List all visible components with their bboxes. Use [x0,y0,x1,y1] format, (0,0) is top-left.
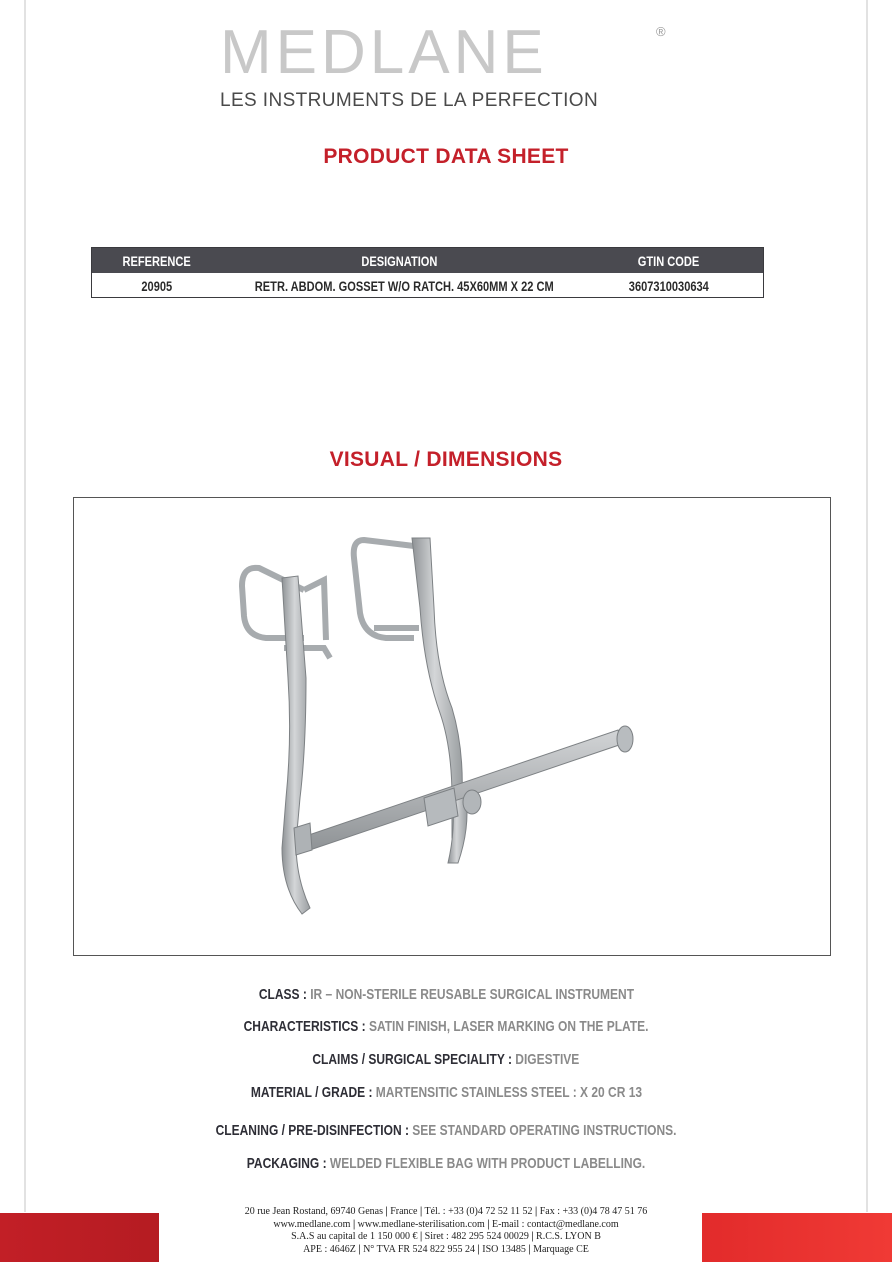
spec-characteristics: CHARACTERISTICS : SATIN FINISH, LASER MARKING ON THE PLATE. [243,1018,649,1035]
medlane-logo [220,18,680,92]
cell-reference: 20905 [141,278,173,294]
spec-packaging: PACKAGING : WELDED FLEXIBLE BAG WITH PRODUCT LABELLING. [246,1155,646,1172]
cell-designation: RETR. ABDOM. GOSSET W/O RATCH. 45X60MM X 22 CM [254,278,554,294]
sterilisation-website-link[interactable]: www.medlane-sterilisation.com [357,1218,485,1230]
header-cell-gtin: GTIN CODE [638,254,700,269]
brand-tagline: LES INSTRUMENTS DE LA PERFECTION [220,90,599,111]
registered-mark: ® [656,24,666,39]
spec-material: MATERIAL / GRADE : MARTENSITIC STAINLESS STEEL : X 20 CR 13 [250,1084,642,1101]
table-row [92,273,763,297]
logo-wordmark: MEDLANE [220,18,548,87]
cell-gtin: 3607310030634 [628,278,710,294]
product-reference-table [91,247,764,298]
website-link[interactable]: www.medlane.com [273,1218,351,1230]
footer-cert-line: APE : 4646Z | N° TVA FR 524 822 955 24 | ISO 13485 | Marquage CE [303,1243,589,1255]
email-link[interactable]: E-mail : contact@medlane.com [491,1218,619,1230]
spec-cleaning: CLEANING / PRE-DISINFECTION : SEE STANDARD OPERATING INSTRUCTIONS. [215,1122,677,1139]
company-footer [0,1206,892,1256]
header-cell-reference: REFERENCE [122,254,192,269]
product-visual-frame [73,497,831,956]
spec-class: CLASS : IR – NON-STERILE REUSABLE SURGICAL INSTRUMENT [258,986,634,1003]
footer-address-line: 20 rue Jean Rostand, 69740 Genas | France | Tél. : +33 (0)4 72 52 11 52 | Fax : +33 (0)4 78 47 51 76 [244,1206,648,1217]
table-header-row [92,248,763,273]
product-data-sheet-title: PRODUCT DATA SHEET [323,145,569,168]
retractor-illustration [74,498,830,955]
visual-dimensions-title: VISUAL / DIMENSIONS [329,448,563,471]
footer-web-line: www.medlane.com | www.medlane-sterilisation.com | E-mail : contact@medlane.com [273,1218,619,1230]
footer-legal-line: S.A.S au capital de 1 150 000 € | Siret : 482 295 524 00029 | R.C.S. LYON B [291,1231,601,1242]
spec-claims: CLAIMS / SURGICAL SPECIALITY : DIGESTIVE [312,1051,580,1068]
header-cell-designation: DESIGNATION [360,254,438,269]
